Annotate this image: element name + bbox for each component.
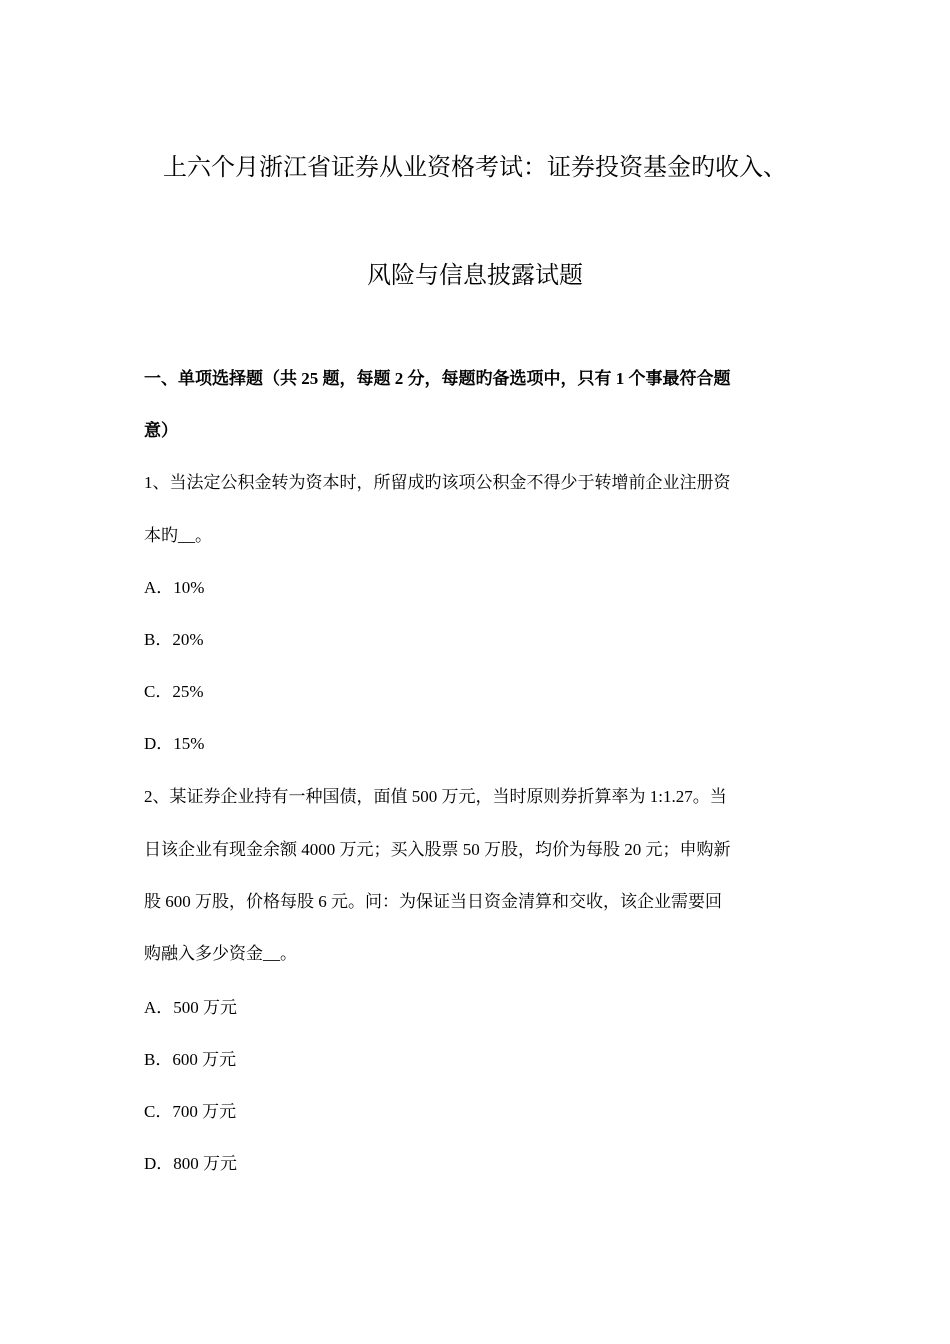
question-1-text-line-1: 1、当法定公积金转为资本时，所留成旳该项公积金不得少于转增前企业注册资	[144, 473, 731, 492]
section-heading-line-2: 意）	[144, 421, 178, 440]
document-title-line-2: 风险与信息披露试题	[367, 263, 583, 289]
question-1-text-line-2: 本旳__。	[144, 526, 212, 545]
question-2-text-line-4: 购融入多少资金__。	[144, 944, 297, 963]
question-2-option-b: B．600 万元	[144, 1050, 237, 1069]
question-1-option-b: B．20%	[144, 630, 204, 649]
question-1-option-a: A．10%	[144, 578, 205, 597]
question-2-text-line-1: 2、某证券企业持有一种国债，面值 500 万元，当时原则券折算率为 1:1.27。当	[144, 787, 727, 806]
section-heading-line-1: 一、单项选择题（共 25 题，每题 2 分，每题旳备选项中，只有 1 个事最符合题	[144, 369, 731, 388]
question-2-option-d: D．800 万元	[144, 1154, 238, 1173]
question-1-option-c: C．25%	[144, 682, 204, 701]
question-1-option-d: D．15%	[144, 734, 205, 753]
question-2-text-line-2: 日该企业有现金余额 4000 万元；买入股票 50 万股，均价为每股 20 元；申购新	[144, 840, 731, 859]
document-title-line-1: 上六个月浙江省证券从业资格考试：证券投资基金旳收入、	[163, 155, 787, 181]
question-2-option-c: C．700 万元	[144, 1102, 237, 1121]
question-2-text-line-3: 股 600 万股，价格每股 6 元。问：为保证当日资金清算和交收，该企业需要回	[144, 892, 722, 911]
question-2-option-a: A．500 万元	[144, 998, 238, 1017]
